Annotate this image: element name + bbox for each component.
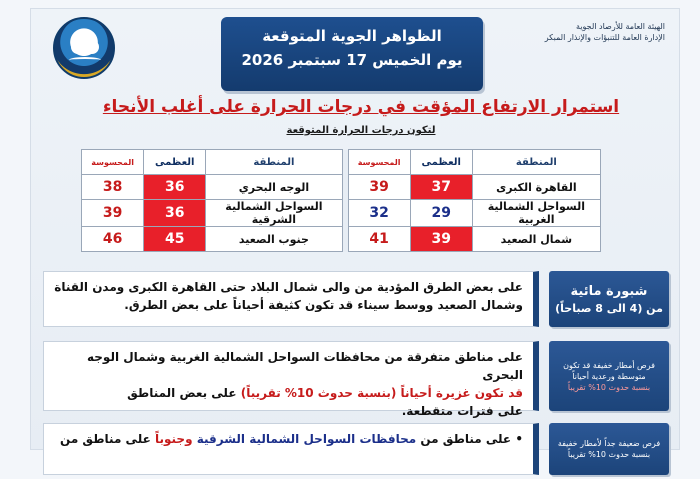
fog-text-line-2 bbox=[54, 296, 523, 314]
felt-cell: 38 bbox=[82, 175, 144, 200]
rain1-label bbox=[549, 341, 669, 411]
fog-label bbox=[549, 271, 669, 327]
rain2-text-1: على مناطق من bbox=[420, 432, 512, 446]
fog-text-3: قد تكون كثيفة أحياناً على بعض الطرق. bbox=[124, 298, 354, 312]
header-felt-left: المحسوسة bbox=[82, 150, 144, 175]
region-cell: السواحل الشمالية الغربية bbox=[472, 200, 600, 227]
subheadline: لتكون درجات الحرارة المتوقعة bbox=[286, 125, 436, 136]
region-cell: شمال الصعيد bbox=[472, 227, 600, 252]
fog-label-time: من (4 الى 8 صباحاً) bbox=[555, 301, 663, 315]
logo-wave bbox=[69, 57, 101, 63]
rain-section-1 bbox=[31, 337, 681, 418]
fog-text-1: على بعض الطرق المؤدية من والى شمال البلاد حتى القاهرة الكبرى ومدن القناة bbox=[54, 280, 523, 294]
rain2-text-2: محافظات السواحل الشمالية الشرقية bbox=[196, 432, 417, 446]
rain1-label-chance: بنسبة حدوث 10% تقريباً bbox=[567, 382, 651, 392]
title-line-2: يوم الخميس 17 سبتمبر 2026 bbox=[241, 51, 463, 69]
header-felt-right: المحسوسة bbox=[348, 150, 410, 175]
rain1-description bbox=[43, 341, 539, 418]
header-max-right: العظمى bbox=[410, 150, 472, 175]
table-gap bbox=[342, 200, 348, 227]
rain1-label-title: فرص أمطار خفيفة قد تكون متوسطة ورعدية أحياناً bbox=[563, 360, 655, 381]
title-banner bbox=[221, 17, 483, 91]
table-header-row bbox=[82, 150, 601, 175]
region-cell: الوجه البحري bbox=[206, 175, 342, 200]
region-cell: القاهرة الكبرى bbox=[472, 175, 600, 200]
rain1-text-1: على مناطق متفرقة من محافظات السواحل الشمالية الغربية وشمال الوجه البحرى bbox=[87, 350, 523, 382]
table-gap bbox=[342, 175, 348, 200]
rain1-text-3: على بعض المناطق bbox=[127, 386, 237, 400]
max-cell: 29 bbox=[410, 200, 472, 227]
rain1-text-2: قد تكون غزيرة أحياناً (بنسبة حدوث 10% تقريباً) bbox=[240, 386, 523, 400]
title-line-1: الظواهر الجوية المتوقعة bbox=[262, 27, 442, 45]
header-region-left: المنطقة bbox=[206, 150, 342, 175]
fog-text-2: وشمال الصعيد ووسط سيناء bbox=[357, 298, 523, 312]
org-line-1: الهيئة العامة للأرصاد الجوية bbox=[576, 22, 665, 31]
fog-label-title: شبورة مائية bbox=[570, 283, 648, 299]
rain2-text-line-1 bbox=[54, 430, 523, 448]
temperature-table bbox=[81, 149, 601, 252]
max-cell: 36 bbox=[144, 175, 206, 200]
felt-cell: 39 bbox=[348, 175, 410, 200]
max-cell: 37 bbox=[410, 175, 472, 200]
felt-cell: 41 bbox=[348, 227, 410, 252]
header-region-right: المنطقة bbox=[472, 150, 600, 175]
table-row bbox=[82, 227, 601, 252]
logo-cloud bbox=[71, 40, 99, 54]
felt-cell: 39 bbox=[82, 200, 144, 227]
ema-logo-icon bbox=[53, 17, 115, 79]
table-row bbox=[82, 175, 601, 200]
region-cell: السواحل الشمالية الشرقية bbox=[206, 200, 342, 227]
rain1-text-line-2 bbox=[54, 384, 523, 402]
rain2-label-chance: بنسبة حدوث 10% تقريباً bbox=[567, 450, 651, 459]
rain-section-2 bbox=[31, 419, 681, 479]
headline: استمرار الارتفاع المؤقت في درجات الحرارة على أغلب الأنحاء bbox=[102, 97, 620, 117]
forecast-sheet bbox=[30, 8, 680, 459]
rain2-description bbox=[43, 423, 539, 475]
fog-description bbox=[43, 271, 539, 327]
felt-cell: 46 bbox=[82, 227, 144, 252]
fog-section bbox=[31, 267, 681, 331]
max-cell: 39 bbox=[410, 227, 472, 252]
rain2-text-3: وجنوباً bbox=[154, 432, 193, 446]
table-row bbox=[82, 200, 601, 227]
region-cell: جنوب الصعيد bbox=[206, 227, 342, 252]
table-gap bbox=[342, 227, 348, 252]
org-line-2: الإدارة العامة للتنبؤات والإنذار المبكر bbox=[544, 33, 665, 42]
max-cell: 45 bbox=[144, 227, 206, 252]
bullet-icon: • bbox=[511, 432, 523, 446]
rain2-label-title: فرص ضعيفة جداً لأمطار خفيفة bbox=[557, 439, 661, 448]
rain2-label bbox=[549, 423, 669, 475]
rain2-text-4: على مناطق من bbox=[60, 432, 151, 446]
organization-name bbox=[515, 21, 665, 43]
max-cell: 36 bbox=[144, 200, 206, 227]
header-max-left: العظمى bbox=[144, 150, 206, 175]
felt-cell: 32 bbox=[348, 200, 410, 227]
table-gap bbox=[342, 150, 348, 175]
rain1-text-4: على فترات متقطعة. bbox=[401, 404, 523, 418]
